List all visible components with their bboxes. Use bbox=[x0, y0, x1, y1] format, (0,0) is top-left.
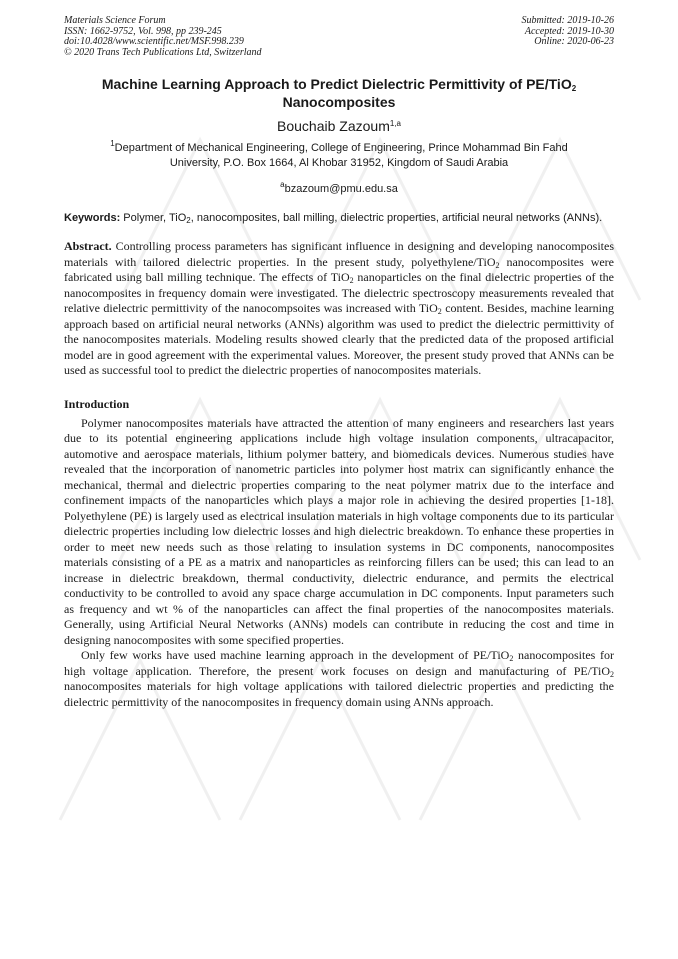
online-date: Online: 2020-06-23 bbox=[534, 36, 614, 47]
intro-p2-subscript-1: 2 bbox=[509, 654, 514, 663]
journal-info bbox=[64, 16, 262, 58]
keywords-text-1: Polymer, TiO bbox=[120, 212, 187, 224]
title-line-2: Nanocomposites bbox=[282, 94, 396, 110]
submitted-date: Submitted: 2019-10-26 bbox=[521, 15, 614, 26]
dates-info bbox=[522, 16, 615, 58]
affiliation-line-2: University, P.O. Box 1664, Al Khobar 31952, Kingdom of Saudi Arabia bbox=[169, 157, 509, 169]
publication-header bbox=[64, 16, 614, 58]
title-subscript: 2 bbox=[571, 84, 577, 93]
doi-line: doi:10.4028/www.scientific.net/MSF.998.239 bbox=[64, 36, 244, 47]
intro-p2-text-1: Only few works have used machine learning approach in the development of PE/TiO bbox=[81, 648, 510, 662]
abstract-text-4: content. Besides, machine learning approach based on artificial neural networks (ANNs) algorithm was used to predict the dielectric permittivity of the nanocomposites materials. Modeling results showed clearly that the predicted data of the proposed artificial model are in good agreement with the experimental values. Moreover, the present study proved that ANNs can be used as successful tool to predict the dielectric properties of nanocomposites materials. bbox=[64, 301, 614, 377]
keywords bbox=[64, 211, 614, 225]
paper-title bbox=[64, 75, 614, 111]
accepted-date: Accepted: 2019-10-30 bbox=[524, 25, 614, 37]
abstract-text-1: Controlling process parameters has significant influence in designing and developing nanocomposites materials with tailored dielectric properties. In the present study, polyethylene/TiO bbox=[64, 239, 614, 269]
abstract-text-3: nanoparticles on the final dielectric properties of the nanocomposites in frequency domain were investigated. The dielectric spectroscopy measurements revealed that relative dielectric permittivity of the nanocompsoites was increased with TiO bbox=[64, 270, 614, 315]
abstract-text-2: nanocomposites were fabricated using ball milling technique. The effects of TiO bbox=[64, 254, 615, 284]
author-name: Bouchaib Zazoum bbox=[277, 118, 390, 134]
abstract bbox=[64, 239, 614, 379]
introduction-paragraph-2 bbox=[64, 648, 614, 710]
abstract-label: Abstract. bbox=[64, 239, 112, 253]
title-line-1: Machine Learning Approach to Predict Dielectric Permittivity of PE/TiO bbox=[101, 76, 572, 92]
keywords-subscript: 2 bbox=[186, 216, 191, 225]
intro-p2-subscript-2: 2 bbox=[610, 669, 614, 679]
issn-line: ISSN: 1662-9752, Vol. 998, pp 239-245 bbox=[64, 25, 222, 37]
introduction-paragraph-1: Polymer nanocomposites materials have attracted the attention of many engineers and researchers last years due to its potential engineering applications include high voltage insulation components, ultracapacitor, automotive and aerospace materials, lithium polymer battery, and biomedicals devices. Numerous studies have revealed that the incorporation of nanometric particles into polymer host matrix can significantly enhance the mechanical, thermal and dielectric properties comparing to the neat polymer matrix due to the interface and confinement impacts of the nanoparticles which plays a major role in achieving the desired properties [1-18]. Polyethylene (PE) is largely used as electrical insulation materials in high voltage components due to its particular dielectric properties including low dielectric losses and high dielectric breakdown. To enhance these properties in order to meet new needs such as those relating to insulation systems in DC components, nanocomposites materials consisting of a PE as a matrix and nanoparticles as reinforcing fillers can be used; this can lead to an increase in dielectric breakdown, thermal conductivity, dielectric endurance, and permits the electrical conductivity to be controlled to avoid any space charge accumulation in DC components. Input parameters such as frequency and wt % of the nanoparticles can affect the final properties of the nanocomposites materials. Generally, using Artificial Neural Networks (ANNs) models can contribute in reducing the cost and time in designing nanocomposites with some specified properties. bbox=[64, 415, 614, 647]
abstract-subscript-1: 2 bbox=[495, 260, 500, 270]
author-email bbox=[64, 182, 614, 196]
introduction-heading: Introduction bbox=[64, 396, 130, 411]
email-address[interactable]: bzazoum@pmu.edu.sa bbox=[284, 183, 398, 195]
keywords-text-2: , nanocomposites, ball milling, dielectric properties, artificial neural networks (ANNs). bbox=[190, 212, 603, 224]
affiliation-line-1: Department of Mechanical Engineering, College of Engineering, Prince Mohammad Bin Fahd bbox=[114, 142, 568, 154]
author-line bbox=[64, 117, 614, 135]
copyright-line: © 2020 Trans Tech Publications Ltd, Switzerland bbox=[64, 46, 262, 58]
author-affiliation-mark: 1,a bbox=[389, 119, 401, 128]
affiliation bbox=[64, 141, 614, 171]
paper-page bbox=[64, 16, 614, 710]
intro-p2-text-3: nanocomposites materials for high voltage applications with tailored dielectric properties and predicting the dielectric permittivity of the nanocomposites in frequency domain using ANNs approach. bbox=[64, 679, 614, 709]
keywords-label: Keywords: bbox=[64, 212, 121, 224]
affiliation-mark: 1 bbox=[110, 139, 115, 148]
journal-name: Materials Science Forum bbox=[64, 15, 166, 26]
abstract-subscript-2: 2 bbox=[349, 276, 354, 285]
abstract-subscript-3: 2 bbox=[437, 307, 442, 316]
email-mark: a bbox=[280, 180, 285, 189]
intro-p2-text-2: nanocomposites for high voltage application. Therefore, the present work focuses on design and manufacturing of PE/TiO bbox=[64, 648, 615, 678]
